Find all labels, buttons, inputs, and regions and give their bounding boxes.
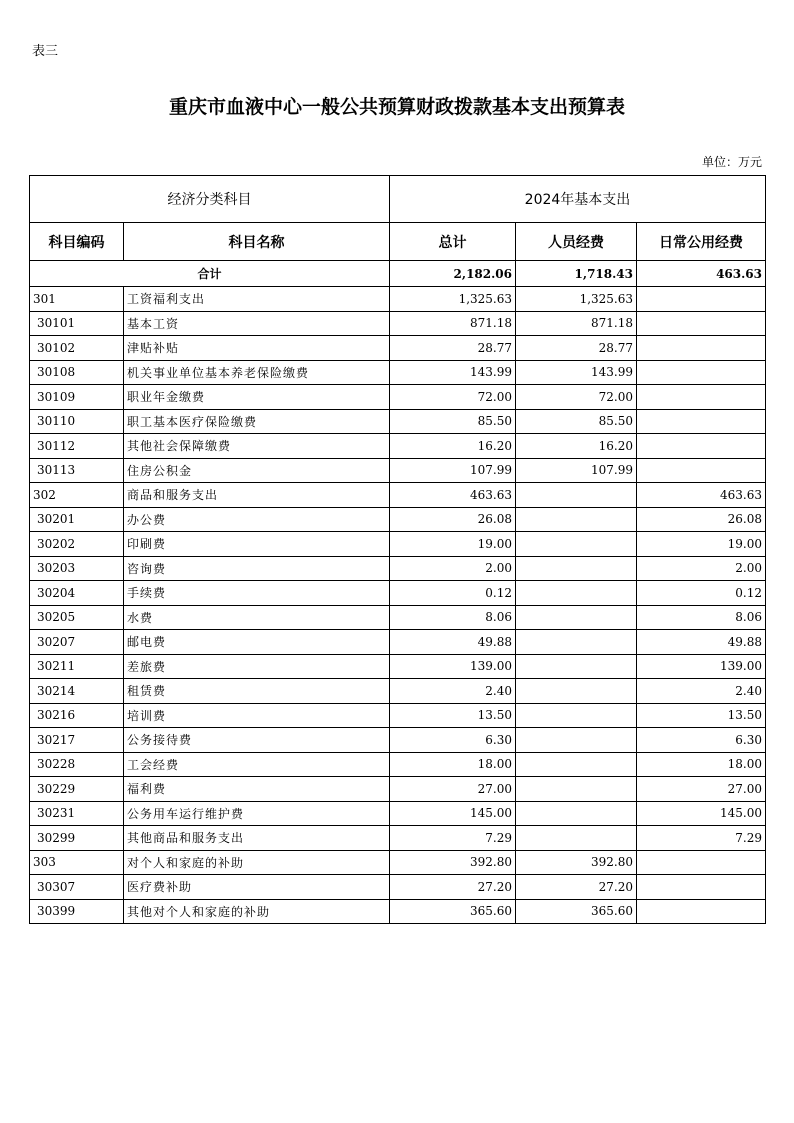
- row-public: 49.88: [637, 630, 766, 655]
- row-total: 13.50: [390, 703, 516, 728]
- row-total: 392.80: [390, 850, 516, 875]
- table-row: [30, 360, 766, 385]
- table-row: [30, 287, 766, 312]
- row-public: 7.29: [637, 826, 766, 851]
- header-public: 日常公用经费: [637, 223, 766, 261]
- row-total: 18.00: [390, 752, 516, 777]
- row-total: 27.20: [390, 875, 516, 900]
- row-personnel: [516, 483, 637, 508]
- table-row: [30, 434, 766, 459]
- row-name: 津贴补贴: [124, 336, 390, 361]
- row-personnel: [516, 703, 637, 728]
- row-total: 26.08: [390, 507, 516, 532]
- table-row: [30, 507, 766, 532]
- row-total: 49.88: [390, 630, 516, 655]
- total-personnel: 1,718.43: [516, 261, 637, 287]
- budget-table: [29, 175, 766, 924]
- table-row: [30, 556, 766, 581]
- row-total: 2.00: [390, 556, 516, 581]
- row-public: 19.00: [637, 532, 766, 557]
- table-row: [30, 777, 766, 802]
- row-name: 手续费: [124, 581, 390, 606]
- row-public: [637, 287, 766, 312]
- row-code: 303: [30, 850, 124, 875]
- row-code: 30214: [30, 679, 124, 704]
- row-personnel: [516, 507, 637, 532]
- table-row: [30, 752, 766, 777]
- table-row: [30, 581, 766, 606]
- row-personnel: 85.50: [516, 409, 637, 434]
- row-public: 2.40: [637, 679, 766, 704]
- row-personnel: [516, 556, 637, 581]
- row-name: 差旅费: [124, 654, 390, 679]
- row-total: 463.63: [390, 483, 516, 508]
- row-total: 0.12: [390, 581, 516, 606]
- row-code: 30211: [30, 654, 124, 679]
- row-name: 其他社会保障缴费: [124, 434, 390, 459]
- row-public: [637, 850, 766, 875]
- row-name: 工会经费: [124, 752, 390, 777]
- row-total: 8.06: [390, 605, 516, 630]
- table-row: [30, 728, 766, 753]
- table-row: [30, 409, 766, 434]
- table-row: [30, 483, 766, 508]
- row-code: 301: [30, 287, 124, 312]
- row-name: 医疗费补助: [124, 875, 390, 900]
- row-public: 139.00: [637, 654, 766, 679]
- row-public: [637, 875, 766, 900]
- row-public: [637, 336, 766, 361]
- row-name: 租赁费: [124, 679, 390, 704]
- row-code: 30229: [30, 777, 124, 802]
- row-total: 871.18: [390, 311, 516, 336]
- row-personnel: 392.80: [516, 850, 637, 875]
- table-row: [30, 703, 766, 728]
- row-name: 职业年金缴费: [124, 385, 390, 410]
- row-personnel: 1,325.63: [516, 287, 637, 312]
- row-name: 公务用车运行维护费: [124, 801, 390, 826]
- row-total: 72.00: [390, 385, 516, 410]
- row-code: 30108: [30, 360, 124, 385]
- row-total: 2.40: [390, 679, 516, 704]
- row-total: 145.00: [390, 801, 516, 826]
- total-label: 合计: [30, 261, 390, 287]
- row-public: [637, 360, 766, 385]
- row-code: 30216: [30, 703, 124, 728]
- header-total: 总计: [390, 223, 516, 261]
- header-row-2: [30, 223, 766, 261]
- row-code: 30201: [30, 507, 124, 532]
- row-public: [637, 409, 766, 434]
- row-name: 印刷费: [124, 532, 390, 557]
- row-personnel: 365.60: [516, 899, 637, 924]
- row-public: 18.00: [637, 752, 766, 777]
- row-public: 13.50: [637, 703, 766, 728]
- row-code: 302: [30, 483, 124, 508]
- row-code: 30202: [30, 532, 124, 557]
- row-personnel: 28.77: [516, 336, 637, 361]
- row-total: 16.20: [390, 434, 516, 459]
- row-public: [637, 899, 766, 924]
- row-code: 30217: [30, 728, 124, 753]
- row-name: 邮电费: [124, 630, 390, 655]
- table-row: [30, 630, 766, 655]
- row-name: 其他商品和服务支出: [124, 826, 390, 851]
- row-name: 咨询费: [124, 556, 390, 581]
- row-personnel: 107.99: [516, 458, 637, 483]
- row-personnel: [516, 777, 637, 802]
- row-name: 办公费: [124, 507, 390, 532]
- row-name: 水费: [124, 605, 390, 630]
- page-title: 重庆市血液中心一般公共预算财政拨款基本支出预算表: [168, 96, 625, 118]
- table-row: [30, 899, 766, 924]
- row-public: 6.30: [637, 728, 766, 753]
- row-code: 30101: [30, 311, 124, 336]
- row-code: 30102: [30, 336, 124, 361]
- row-personnel: [516, 654, 637, 679]
- header-period: 2024年基本支出: [390, 176, 766, 223]
- table-row: [30, 311, 766, 336]
- row-public: [637, 458, 766, 483]
- row-total: 7.29: [390, 826, 516, 851]
- row-code: 30205: [30, 605, 124, 630]
- row-total: 107.99: [390, 458, 516, 483]
- row-code: 30109: [30, 385, 124, 410]
- row-total: 143.99: [390, 360, 516, 385]
- row-name: 住房公积金: [124, 458, 390, 483]
- row-personnel: [516, 801, 637, 826]
- row-personnel: [516, 605, 637, 630]
- row-personnel: [516, 679, 637, 704]
- table-row: [30, 826, 766, 851]
- row-code: 30203: [30, 556, 124, 581]
- row-personnel: [516, 532, 637, 557]
- row-code: 30231: [30, 801, 124, 826]
- row-public: 0.12: [637, 581, 766, 606]
- row-total: 28.77: [390, 336, 516, 361]
- row-name: 基本工资: [124, 311, 390, 336]
- row-total: 85.50: [390, 409, 516, 434]
- row-name: 公务接待费: [124, 728, 390, 753]
- row-personnel: 72.00: [516, 385, 637, 410]
- row-personnel: [516, 826, 637, 851]
- row-code: 30112: [30, 434, 124, 459]
- row-personnel: [516, 752, 637, 777]
- header-name: 科目名称: [124, 223, 390, 261]
- row-public: [637, 434, 766, 459]
- row-public: 463.63: [637, 483, 766, 508]
- header-row-1: [30, 176, 766, 223]
- row-public: 27.00: [637, 777, 766, 802]
- row-name: 机关事业单位基本养老保险缴费: [124, 360, 390, 385]
- header-category: 经济分类科目: [30, 176, 390, 223]
- row-total: 139.00: [390, 654, 516, 679]
- row-name: 对个人和家庭的补助: [124, 850, 390, 875]
- row-code: 30307: [30, 875, 124, 900]
- table-row: [30, 458, 766, 483]
- row-personnel: 27.20: [516, 875, 637, 900]
- row-code: 30110: [30, 409, 124, 434]
- row-code: 30399: [30, 899, 124, 924]
- row-public: 26.08: [637, 507, 766, 532]
- row-code: 30204: [30, 581, 124, 606]
- row-public: [637, 311, 766, 336]
- table-row: [30, 605, 766, 630]
- table-row: [30, 875, 766, 900]
- row-name: 福利费: [124, 777, 390, 802]
- row-code: 30207: [30, 630, 124, 655]
- table-row: [30, 850, 766, 875]
- row-name: 工资福利支出: [124, 287, 390, 312]
- row-code: 30228: [30, 752, 124, 777]
- total-public: 463.63: [637, 261, 766, 287]
- row-code: 30113: [30, 458, 124, 483]
- row-name: 商品和服务支出: [124, 483, 390, 508]
- total-amount: 2,182.06: [390, 261, 516, 287]
- table-row: [30, 654, 766, 679]
- row-total: 365.60: [390, 899, 516, 924]
- row-public: 8.06: [637, 605, 766, 630]
- table-row: [30, 385, 766, 410]
- header-code: 科目编码: [30, 223, 124, 261]
- row-total: 1,325.63: [390, 287, 516, 312]
- row-personnel: [516, 581, 637, 606]
- table-row: [30, 336, 766, 361]
- row-public: 2.00: [637, 556, 766, 581]
- table-row: [30, 801, 766, 826]
- header-personnel: 人员经费: [516, 223, 637, 261]
- row-personnel: 143.99: [516, 360, 637, 385]
- table-row: [30, 532, 766, 557]
- row-personnel: [516, 728, 637, 753]
- row-name: 其他对个人和家庭的补助: [124, 899, 390, 924]
- row-total: 19.00: [390, 532, 516, 557]
- row-total: 27.00: [390, 777, 516, 802]
- row-personnel: 16.20: [516, 434, 637, 459]
- row-total: 6.30: [390, 728, 516, 753]
- unit-label: 单位：万元: [701, 155, 762, 169]
- table-number-label: 表三: [32, 44, 59, 59]
- row-code: 30299: [30, 826, 124, 851]
- total-row: [30, 261, 766, 287]
- row-name: 培训费: [124, 703, 390, 728]
- row-public: 145.00: [637, 801, 766, 826]
- row-personnel: 871.18: [516, 311, 637, 336]
- row-name: 职工基本医疗保险缴费: [124, 409, 390, 434]
- row-personnel: [516, 630, 637, 655]
- table-row: [30, 679, 766, 704]
- row-public: [637, 385, 766, 410]
